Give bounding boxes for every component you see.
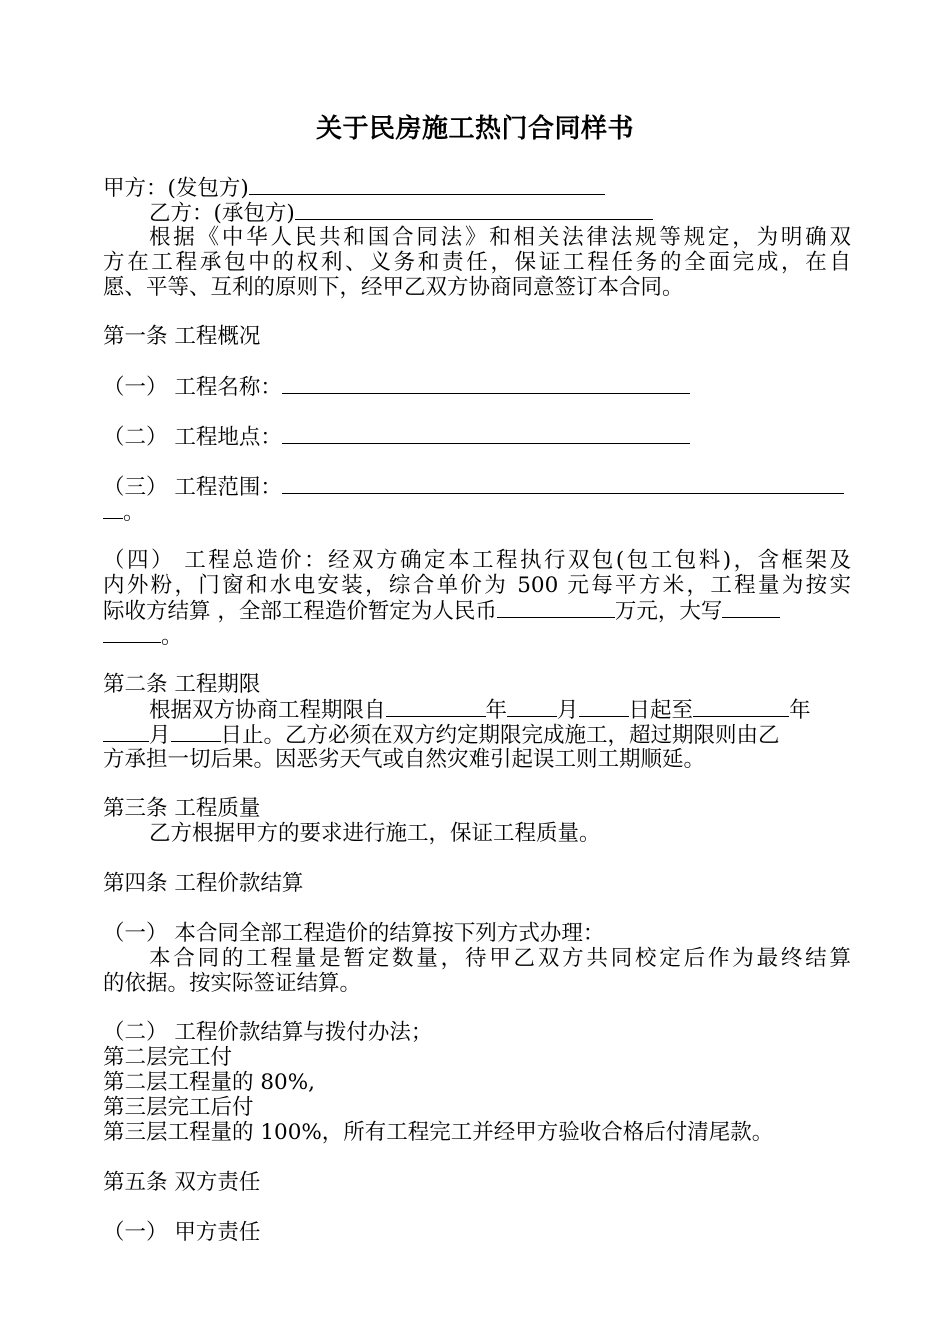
intro-line: 根据《中华人民共和国合同法》和相关法律法规等规定，为明确双 <box>149 225 851 250</box>
intro-line: 愿、平等、互利的原则下，经甲乙双方协商同意签订本合同。 <box>103 275 684 300</box>
party-a-blank <box>249 175 605 195</box>
payment-line: 第二层工程量的 80%, <box>103 1070 315 1095</box>
article-2 <box>103 672 851 772</box>
intro-line: 方在工程承包中的权利、义务和责任，保证工程任务的全面完成，在自 <box>103 250 851 275</box>
project-scope-label: （三） 工程范围： <box>103 475 282 500</box>
party-a-line <box>103 175 851 200</box>
art5-heading: 第五条 双方责任 <box>103 1170 261 1195</box>
art4-heading: 第四条 工程价款结算 <box>103 871 304 896</box>
payment-line: 第三层工程量的 100%，所有工程完工并经甲方验收合格后付清尾款。 <box>103 1120 774 1145</box>
cost-line: 内外粉，门窗和水电安装，综合单价为 500 元每平方米，工程量为按实 <box>103 573 851 598</box>
art2-l1a: 根据双方协商工程期限自 <box>149 698 386 723</box>
start-month-blank <box>507 697 557 717</box>
art2-l3: 方承担一切后果。因恶劣天气或自然灾难引起误工则工期顺延。 <box>103 747 706 772</box>
party-b-line <box>103 200 851 225</box>
day-to-label: 日止。乙方必须在双方约定期限完成施工，超过期限则由乙 <box>220 723 780 748</box>
end-year-blank <box>693 697 789 717</box>
start-year-blank <box>386 697 486 717</box>
project-scope-blank-cont <box>103 499 123 519</box>
start-day-blank <box>579 697 629 717</box>
month-label: 月 <box>557 698 579 723</box>
project-scope <box>103 474 851 524</box>
cost-amount-blank <box>497 598 615 618</box>
month-label: 月 <box>149 723 171 748</box>
cost-line: （四） 工程总造价：经双方确定本工程执行双包(包工包料)，含框架及 <box>103 548 851 573</box>
project-scope-blank <box>282 474 844 494</box>
art4-section-1 <box>103 921 851 996</box>
cost-line-3a: 际收方结算 ，全部工程造价暂定为人民币 <box>103 599 497 624</box>
party-b-label: 乙方：(承包方) <box>149 201 295 226</box>
cost-capital-blank <box>722 598 780 618</box>
year-label: 年 <box>485 698 508 723</box>
end-month-blank <box>103 722 149 742</box>
cost-line-3b: 万元，大写 <box>614 599 723 624</box>
art4-s1: （一） 本合同全部工程造价的结算按下列方式办理： <box>103 921 605 946</box>
end-day-blank <box>171 722 221 742</box>
year-label: 年 <box>789 698 811 723</box>
party-a-label: 甲方：(发包方) <box>103 176 249 201</box>
day-from-label: 日起至 <box>628 698 694 723</box>
project-name-blank <box>282 374 690 394</box>
party-b-blank <box>295 200 653 220</box>
cost-end: 。 <box>161 624 183 649</box>
project-place-label: （二） 工程地点： <box>103 425 282 450</box>
art1-heading: 第一条 工程概况 <box>103 324 261 349</box>
project-place-line <box>103 424 851 449</box>
art4-s1-text: 本合同的工程量是暂定数量，待甲乙双方共同校定后作为最终结算 <box>149 946 851 971</box>
art4-s1-text: 的依据。按实际签证结算。 <box>103 971 362 996</box>
art4-section-2 <box>103 1020 851 1145</box>
art3-text: 乙方根据甲方的要求进行施工，保证工程质量。 <box>149 821 601 846</box>
intro-paragraph <box>103 225 851 300</box>
art4-s2: （二） 工程价款结算与拨付办法； <box>103 1020 433 1045</box>
payment-line: 第二层完工付 <box>103 1045 233 1070</box>
art5-s1: （一） 甲方责任 <box>103 1220 261 1245</box>
cost-capital-blank-cont <box>103 623 161 643</box>
project-name-line <box>103 374 851 399</box>
document-title: 关于民房施工热门合同样书 <box>315 114 634 144</box>
project-name-label: （一） 工程名称： <box>103 375 282 400</box>
art3-heading: 第三条 工程质量 <box>103 796 261 821</box>
project-cost <box>103 548 851 648</box>
scope-end: 。 <box>123 500 145 525</box>
article-3 <box>103 796 851 846</box>
project-place-blank <box>282 424 690 444</box>
parties <box>103 175 851 225</box>
payment-line: 第三层完工后付 <box>103 1095 254 1120</box>
art2-heading: 第二条 工程期限 <box>103 672 261 697</box>
